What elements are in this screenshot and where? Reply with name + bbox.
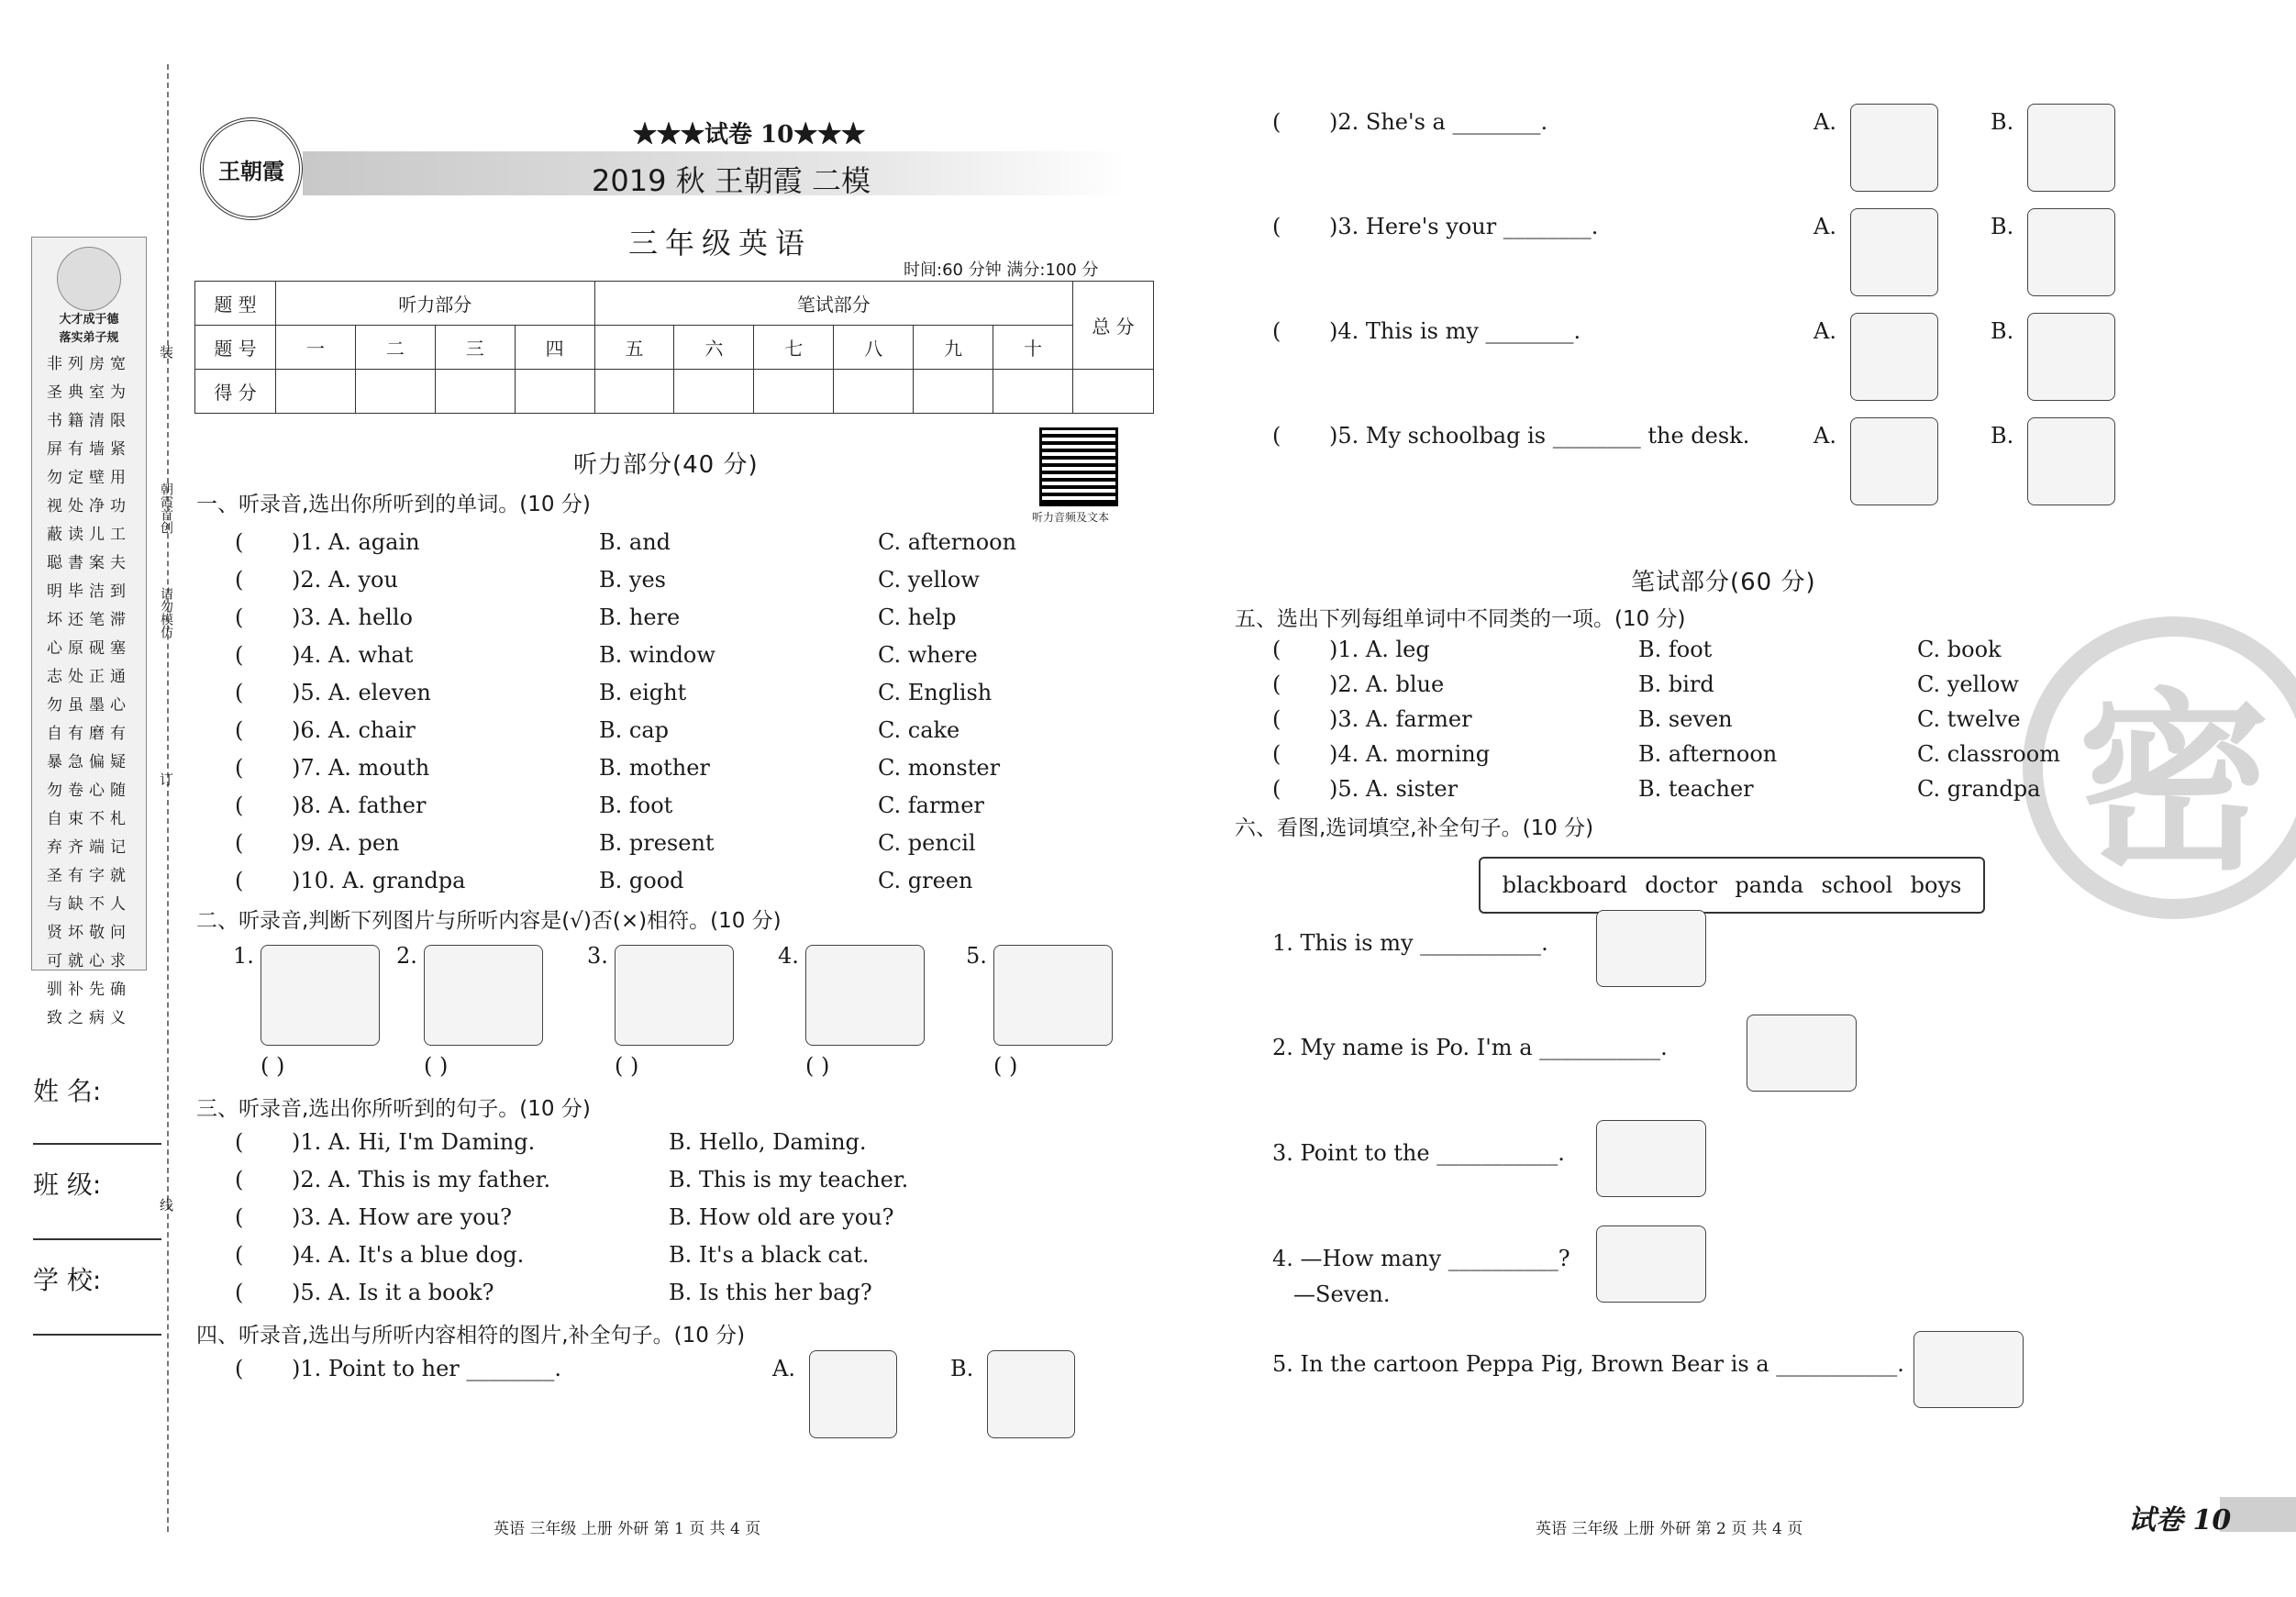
q1-option-c: C. pencil bbox=[878, 830, 976, 856]
proverb-line: 视处净功 bbox=[47, 497, 131, 516]
q3-option-b: B. How old are you? bbox=[669, 1204, 894, 1230]
q2-number: 3. bbox=[587, 943, 608, 969]
proverb-line: 蔽读儿工 bbox=[47, 526, 131, 544]
q3-heading: 三、听录音,选出你所听到的句子。(10 分) bbox=[196, 1097, 591, 1121]
name-label: 姓 名: bbox=[33, 1076, 102, 1106]
q4-option-b-picture[interactable] bbox=[2027, 417, 2115, 505]
q1-option-c: C. yellow bbox=[878, 567, 980, 593]
q5-option-c: C. yellow bbox=[1917, 671, 2019, 697]
q5-option-c: C. twelve bbox=[1917, 706, 2021, 732]
q4-option-a-picture[interactable] bbox=[1850, 417, 1938, 505]
q6-sentence[interactable]: 2. My name is Po. I'm a ___________. bbox=[1272, 1035, 1668, 1060]
word-bank-item: doctor bbox=[1645, 872, 1718, 898]
q5-option-a: )3. A. farmer bbox=[1329, 706, 1472, 732]
q4-option-b-picture[interactable] bbox=[987, 1350, 1075, 1438]
footer-page-2: 英语 三年级 上册 外研 第 2 页 共 4 页 bbox=[1536, 1520, 1803, 1538]
q1-option-a: )2. A. you bbox=[292, 567, 398, 593]
q1-option-c: C. where bbox=[878, 642, 978, 668]
q5-option-b: B. afternoon bbox=[1638, 741, 1778, 767]
proverb-line: 圣典室为 bbox=[47, 383, 131, 402]
q1-option-a: )10. A. grandpa bbox=[292, 868, 466, 893]
score-cell[interactable] bbox=[355, 370, 435, 414]
binding-note-1: 朝霞首创 bbox=[159, 482, 173, 534]
q2-picture bbox=[261, 945, 380, 1046]
q1-option-a: )9. A. pen bbox=[292, 830, 400, 856]
school-label: 学 校: bbox=[33, 1265, 102, 1295]
answer-paren[interactable]: ( bbox=[235, 1167, 244, 1192]
answer-paren[interactable]: ( bbox=[1272, 706, 1281, 732]
proverb-line: 勿定壁用 bbox=[47, 469, 131, 487]
q2-picture bbox=[615, 945, 734, 1046]
proverb-line: 书籍清限 bbox=[47, 412, 131, 430]
q5-option-c: C. classroom bbox=[1917, 741, 2060, 767]
q4-heading: 四、听录音,选出与所听内容相符的图片,补全句子。(10 分) bbox=[196, 1324, 746, 1347]
proverb-line: 驯补先确 bbox=[47, 981, 131, 999]
proverb-line: 自有磨有 bbox=[47, 725, 131, 743]
q4-option-b-label: B. bbox=[1991, 109, 2014, 135]
motto-panel bbox=[31, 237, 147, 1027]
q5-option-b: B. seven bbox=[1638, 706, 1733, 732]
answer-paren[interactable]: ( bbox=[1272, 318, 1281, 344]
q6-answer-4: —Seven. bbox=[1293, 1281, 1391, 1307]
score-cell[interactable] bbox=[515, 370, 594, 414]
proverb-line: 勿虽墨心 bbox=[47, 696, 131, 715]
q2-answer-blank[interactable]: ( ) bbox=[615, 1053, 639, 1079]
q1-option-b: B. good bbox=[599, 868, 684, 893]
q4-sentence: )5. My schoolbag is ________ the desk. bbox=[1329, 423, 1750, 449]
question-number: 五 bbox=[594, 326, 674, 370]
q6-heading: 六、看图,选词填空,补全句子。(10 分) bbox=[1235, 816, 1594, 840]
proverb-line: 暴急偏疑 bbox=[47, 753, 131, 771]
q4-option-a-label: A. bbox=[772, 1356, 795, 1381]
q3-option-a: )1. A. Hi, I'm Daming. bbox=[292, 1129, 536, 1155]
q1-option-a: )7. A. mouth bbox=[292, 755, 430, 781]
proverb-line: 坏还笔滞 bbox=[47, 611, 131, 629]
q3-option-a: )2. A. This is my father. bbox=[292, 1167, 551, 1192]
q1-option-a: )5. A. eleven bbox=[292, 680, 431, 705]
q1-option-c: C. cake bbox=[878, 717, 960, 743]
q5-option-a: )4. A. morning bbox=[1329, 741, 1491, 767]
proverb-line: 致之病义 bbox=[47, 1009, 131, 1027]
score-cell[interactable] bbox=[674, 370, 754, 414]
q4-option-b-label: B. bbox=[1991, 318, 2014, 344]
q6-sentence[interactable]: 4. —How many __________? bbox=[1272, 1246, 1570, 1271]
q3-option-b: B. It's a black cat. bbox=[669, 1242, 870, 1268]
q4-option-a-picture[interactable] bbox=[809, 1350, 897, 1438]
paper-tag: ★★★试卷 10★★★ bbox=[633, 121, 866, 149]
q2-answer-blank[interactable]: ( ) bbox=[993, 1053, 1018, 1079]
proverb-list bbox=[32, 355, 146, 1028]
q4-sentence: )1. Point to her ________. bbox=[292, 1356, 562, 1381]
motto-line-1: 大才成于德 bbox=[59, 313, 119, 327]
proverb-line: 与缺不人 bbox=[47, 895, 131, 914]
q1-option-a: )3. A. hello bbox=[292, 604, 413, 630]
q4-option-a-picture[interactable] bbox=[1850, 104, 1938, 192]
q1-option-c: C. farmer bbox=[878, 793, 984, 818]
answer-paren[interactable]: ( bbox=[235, 567, 244, 593]
word-bank-item: school bbox=[1821, 872, 1893, 898]
q2-picture bbox=[805, 945, 925, 1046]
score-cell[interactable] bbox=[993, 370, 1073, 414]
qr-code[interactable] bbox=[1039, 427, 1118, 506]
question-number: 三 bbox=[435, 326, 515, 370]
answer-paren[interactable]: ( bbox=[1272, 741, 1281, 767]
proverb-line: 弃齐端记 bbox=[47, 838, 131, 857]
q6-picture bbox=[1596, 910, 1706, 987]
proverb-line: 明毕洁到 bbox=[47, 582, 131, 601]
q2-picture bbox=[993, 945, 1113, 1046]
q1-option-b: B. present bbox=[599, 830, 715, 856]
q1-option-c: C. English bbox=[878, 680, 993, 705]
binding-mark-mid: 订 bbox=[158, 772, 174, 786]
q1-option-a: )1. A. again bbox=[292, 529, 420, 555]
proverb-line: 志处正通 bbox=[47, 668, 131, 686]
school-field[interactable] bbox=[33, 1260, 101, 1297]
q4-option-b-label: B. bbox=[1991, 214, 2014, 239]
q2-number: 1. bbox=[233, 943, 254, 969]
proverb-line: 自束不札 bbox=[47, 810, 131, 828]
time-info: 时间:60 分钟 满分:100 分 bbox=[904, 261, 1099, 280]
q4-option-a-picture[interactable] bbox=[1850, 208, 1938, 296]
listening-header: 听力部分 bbox=[276, 282, 595, 326]
subject-title: 三年级英语 bbox=[628, 226, 813, 261]
score-cell[interactable] bbox=[834, 370, 914, 414]
q2-heading: 二、听录音,判断下列图片与所听内容是(√)否(×)相符。(10 分) bbox=[196, 909, 782, 933]
row-label-number: 题 号 bbox=[195, 326, 276, 370]
word-bank-item: blackboard bbox=[1502, 872, 1627, 898]
corner-tag: 试卷 10 bbox=[2128, 1504, 2232, 1536]
q1-option-a: )4. A. what bbox=[292, 642, 414, 668]
q4-option-b-label: B. bbox=[1991, 423, 2014, 449]
q2-answer-blank[interactable]: ( ) bbox=[424, 1053, 449, 1079]
q2-answer-blank[interactable]: ( ) bbox=[261, 1053, 285, 1079]
q5-option-b: B. bird bbox=[1638, 671, 1714, 697]
answer-paren[interactable]: ( bbox=[1272, 637, 1281, 662]
q2-picture bbox=[424, 945, 543, 1046]
q4-option-a-label: A. bbox=[1814, 109, 1836, 135]
q3-option-a: )3. A. How are you? bbox=[292, 1204, 512, 1230]
q6-picture bbox=[1596, 1120, 1706, 1197]
q3-option-b: B. Hello, Daming. bbox=[669, 1129, 867, 1155]
total-header: 总 分 bbox=[1073, 282, 1154, 370]
answer-paren[interactable]: ( bbox=[235, 830, 244, 856]
confidential-stamp: 密 bbox=[2023, 616, 2296, 919]
q3-option-a: )4. A. It's a blue dog. bbox=[292, 1242, 525, 1268]
proverb-line: 可就心求 bbox=[47, 952, 131, 970]
answer-paren[interactable]: ( bbox=[1272, 423, 1281, 449]
answer-paren[interactable]: ( bbox=[235, 717, 244, 743]
class-label: 班 级: bbox=[33, 1170, 102, 1200]
listening-title: 听力部分(40 分) bbox=[573, 451, 759, 479]
q2-number: 4. bbox=[778, 943, 799, 969]
question-number: 六 bbox=[674, 326, 754, 370]
score-cell[interactable] bbox=[435, 370, 515, 414]
binding-mark-bottom: 线 bbox=[158, 1198, 174, 1212]
q1-option-c: C. help bbox=[878, 604, 957, 630]
answer-paren[interactable]: ( bbox=[235, 868, 244, 893]
q6-picture bbox=[1913, 1331, 2024, 1408]
answer-paren[interactable]: ( bbox=[235, 1356, 244, 1381]
q1-option-c: C. afternoon bbox=[878, 529, 1017, 555]
q5-option-a: )5. A. sister bbox=[1329, 776, 1459, 802]
q1-option-b: B. eight bbox=[599, 680, 687, 705]
q6-picture bbox=[1747, 1015, 1857, 1092]
q3-option-b: B. Is this her bag? bbox=[669, 1280, 872, 1305]
name-field[interactable] bbox=[33, 1071, 101, 1108]
footer-page-1: 英语 三年级 上册 外研 第 1 页 共 4 页 bbox=[494, 1520, 761, 1538]
proverb-line: 非列房宽 bbox=[47, 355, 131, 373]
score-cell[interactable] bbox=[276, 370, 356, 414]
q5-option-a: )1. A. leg bbox=[1329, 637, 1430, 662]
q6-sentence[interactable]: 3. Point to the ___________. bbox=[1272, 1140, 1565, 1166]
proverb-line: 勿卷心随 bbox=[47, 782, 131, 800]
qr-caption: 听力音频及文本 bbox=[1032, 511, 1110, 524]
q5-option-c: C. grandpa bbox=[1917, 776, 2041, 802]
q1-option-b: B. and bbox=[599, 529, 671, 555]
question-number: 七 bbox=[754, 326, 834, 370]
answer-paren[interactable]: ( bbox=[235, 1280, 244, 1305]
proverb-line: 聪書案夫 bbox=[47, 554, 131, 572]
answer-paren[interactable]: ( bbox=[235, 755, 244, 781]
q4-option-b-picture[interactable] bbox=[2027, 208, 2115, 296]
q5-option-a: )2. A. blue bbox=[1329, 671, 1445, 697]
word-bank bbox=[1479, 857, 1985, 914]
q4-option-a-label: A. bbox=[1814, 423, 1836, 449]
q4-sentence: )3. Here's your ________. bbox=[1329, 214, 1599, 239]
question-number: 一 bbox=[276, 326, 356, 370]
q2-answer-blank[interactable]: ( ) bbox=[805, 1053, 830, 1079]
q2-number: 5. bbox=[966, 943, 987, 969]
answer-paren[interactable]: ( bbox=[235, 642, 244, 668]
q3-option-a: )5. A. Is it a book? bbox=[292, 1280, 494, 1305]
q6-sentence[interactable]: 5. In the cartoon Peppa Pig, Brown Bear is a ___________. bbox=[1272, 1351, 1904, 1377]
q1-heading: 一、听录音,选出你所听到的单词。(10 分) bbox=[196, 493, 591, 516]
row-label-type: 题 型 bbox=[195, 282, 276, 326]
q4-option-b-picture[interactable] bbox=[2027, 104, 2115, 192]
binding-mark-top: 装 bbox=[158, 345, 174, 359]
corner-bar bbox=[2220, 1497, 2296, 1532]
answer-paren[interactable]: ( bbox=[235, 680, 244, 705]
q4-option-a-label: A. bbox=[1814, 214, 1836, 239]
q6-sentence[interactable]: 1. This is my ___________. bbox=[1272, 930, 1548, 956]
answer-paren[interactable]: ( bbox=[235, 1204, 244, 1230]
proverb-line: 心原砚塞 bbox=[47, 639, 131, 658]
q5-option-b: B. foot bbox=[1638, 637, 1713, 662]
score-table bbox=[194, 281, 1154, 414]
q5-heading: 五、选出下列每组单词中不同类的一项。(10 分) bbox=[1235, 607, 1686, 631]
question-number: 八 bbox=[834, 326, 914, 370]
writing-header: 笔试部分 bbox=[594, 282, 1072, 326]
q1-option-b: B. window bbox=[599, 642, 715, 668]
row-label-score: 得 分 bbox=[195, 370, 276, 414]
question-number: 九 bbox=[914, 326, 993, 370]
motto-line-2: 落实弟子规 bbox=[59, 331, 119, 345]
q1-option-b: B. cap bbox=[599, 717, 670, 743]
answer-paren[interactable]: ( bbox=[1272, 671, 1281, 697]
q4-sentence: )4. This is my ________. bbox=[1329, 318, 1581, 344]
exam-title: 2019 秋 王朝霞 二模 bbox=[592, 163, 871, 198]
q1-option-a: )6. A. chair bbox=[292, 717, 416, 743]
proverb-line: 屏有墙紧 bbox=[47, 440, 131, 459]
score-cell[interactable] bbox=[1073, 370, 1154, 414]
binding-note-2: 请勿模仿 bbox=[159, 587, 173, 638]
q6-picture bbox=[1596, 1225, 1706, 1303]
proverb-line: 圣有字就 bbox=[47, 867, 131, 885]
score-cell[interactable] bbox=[754, 370, 834, 414]
word-bank-item: boys bbox=[1910, 872, 1962, 898]
score-cell[interactable] bbox=[914, 370, 993, 414]
q4-sentence: )2. She's a ________. bbox=[1329, 109, 1548, 135]
q1-option-b: B. mother bbox=[599, 755, 710, 781]
class-field[interactable] bbox=[33, 1165, 101, 1202]
brand-logo: 王朝霞 bbox=[200, 117, 303, 220]
q4-option-b-label: B. bbox=[950, 1356, 974, 1381]
q2-number: 2. bbox=[396, 943, 417, 969]
q4-option-a-picture[interactable] bbox=[1850, 313, 1938, 401]
q1-option-c: C. green bbox=[878, 868, 973, 893]
writing-title: 笔试部分(60 分) bbox=[1631, 569, 1816, 596]
q3-option-b: B. This is my teacher. bbox=[669, 1167, 909, 1192]
q4-option-b-picture[interactable] bbox=[2027, 313, 2115, 401]
answer-paren[interactable]: ( bbox=[235, 1129, 244, 1155]
q1-option-c: C. monster bbox=[878, 755, 1001, 781]
question-number: 四 bbox=[515, 326, 594, 370]
question-number: 十 bbox=[993, 326, 1073, 370]
answer-paren[interactable]: ( bbox=[235, 604, 244, 630]
word-bank-item: panda bbox=[1735, 872, 1804, 898]
score-cell[interactable] bbox=[594, 370, 674, 414]
question-number: 二 bbox=[355, 326, 435, 370]
q1-option-a: )8. A. father bbox=[292, 793, 427, 818]
q1-option-b: B. here bbox=[599, 604, 681, 630]
answer-paren[interactable]: ( bbox=[235, 1242, 244, 1268]
scholar-illustration bbox=[57, 247, 121, 311]
answer-paren[interactable]: ( bbox=[235, 793, 244, 818]
answer-paren[interactable]: ( bbox=[235, 529, 244, 555]
answer-paren[interactable]: ( bbox=[1272, 109, 1281, 135]
fold-line bbox=[167, 64, 169, 1532]
q1-option-b: B. yes bbox=[599, 567, 666, 593]
answer-paren[interactable]: ( bbox=[1272, 214, 1281, 239]
q5-option-b: B. teacher bbox=[1638, 776, 1754, 802]
q5-option-c: C. book bbox=[1917, 637, 2002, 662]
proverb-line: 贤坏敬问 bbox=[47, 924, 131, 942]
answer-paren[interactable]: ( bbox=[1272, 776, 1281, 802]
q4-option-a-label: A. bbox=[1814, 318, 1836, 344]
q1-option-b: B. foot bbox=[599, 793, 673, 818]
